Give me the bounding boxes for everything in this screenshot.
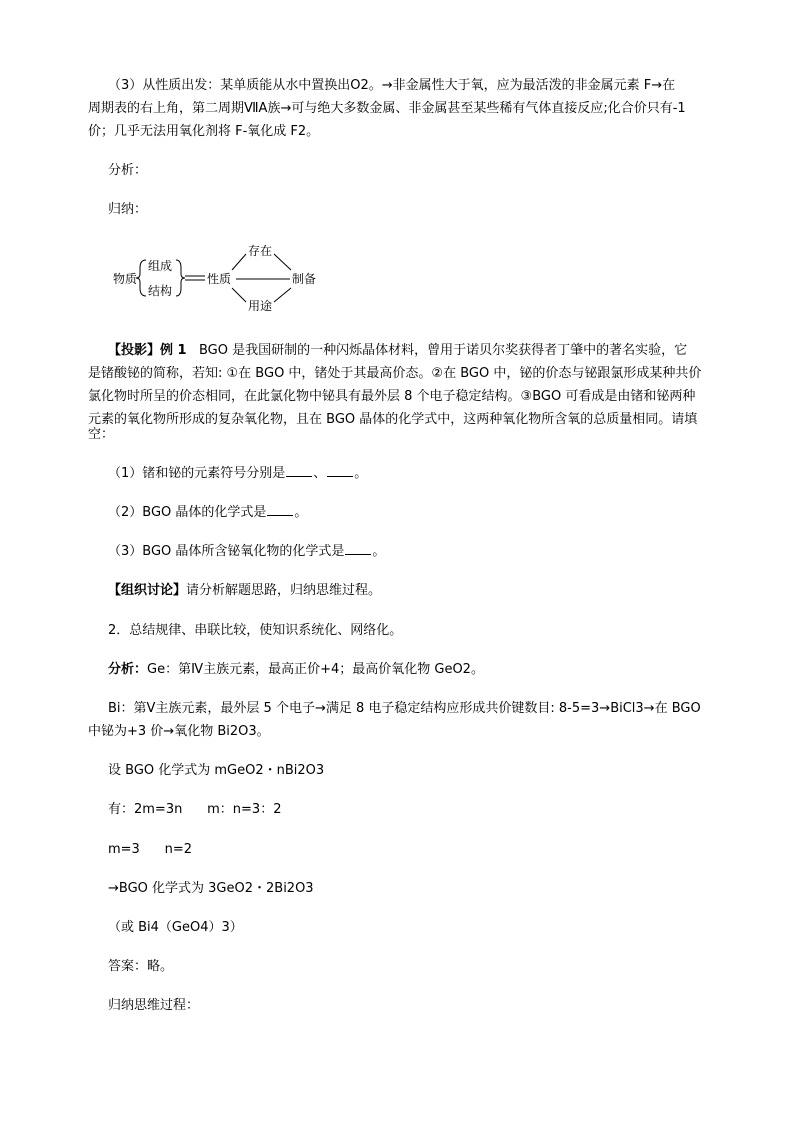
- discussion-tag: 【组织讨论】: [108, 583, 187, 598]
- example-text1: BGO 是我国研制的一种闪烁晶体材料，曾用于诺贝尔奖获得者丁肇中的著名实验，它: [198, 343, 688, 358]
- example-line2: 是锗酸铋的简称，若知: ①在 BGO 中，锗处于其最高价态。②在 BGO 中，铋的价态与铋跟氯形成某种共价: [88, 366, 702, 381]
- set-formula: 设 BGO 化学式为 mGeO2・nBi2O3: [108, 763, 325, 778]
- para3-line3: 价；几乎无法用氧化剂将 F-氧化成 F2。: [88, 124, 320, 139]
- question-3: （3）BGO 晶体所含铋氧化物的化学式是 。: [108, 544, 386, 559]
- answer-blank[interactable]: [267, 503, 293, 516]
- answer-blank[interactable]: [286, 464, 312, 477]
- question-1: （1）锗和铋的元素符号分别是 、 。: [108, 466, 368, 481]
- diagram-brace: [136, 260, 146, 296]
- diagram-zucheng: 组成: [148, 259, 173, 273]
- answer-blank[interactable]: [345, 542, 371, 555]
- discussion: [108, 581, 381, 601]
- summary-2: 归纳思维过程：: [108, 998, 200, 1013]
- bi-line2: 中铋为+3 价→氧化物 Bi2O3。: [88, 724, 270, 739]
- example-line4: 元素的氧化物所形成的复杂氧化物，且在 BGO 晶体的化学式中，这两种氧化物所含氧的总质量相同。请填: [88, 412, 698, 427]
- para3-line2: 周期表的右上角，第二周期ⅦA族→可与绝大多数金属、非金属甚至某些稀有气体直接反应;化合价只有-1: [88, 101, 686, 116]
- diagram-yongtu: 用途: [248, 299, 273, 313]
- para3-line1: （3）从性质出发：某单质能从水中置换出O2。→非金属性大于氧，应为最活泼的非金属元素 F→在: [108, 78, 676, 93]
- answer-blank[interactable]: [327, 464, 353, 477]
- summary-label: 归纳：: [108, 202, 148, 217]
- ratio-line: 有：2m=3n m：n=3：2: [108, 802, 282, 817]
- discussion-text: 请分析解题思路，归纳思维过程。: [186, 583, 382, 598]
- mn-values: m=3 n=2: [108, 842, 193, 857]
- concept-diagram: [108, 242, 328, 314]
- example-tag: 【投影】例 1: [108, 343, 187, 358]
- bgo-formula: →BGO 化学式为 3GeO2・2Bi2O3: [108, 881, 314, 896]
- analysis-label: 分析：: [108, 163, 148, 178]
- answer-line: 答案：略。: [108, 959, 174, 974]
- analysis-ge: [108, 660, 484, 680]
- example-line1: [108, 341, 687, 361]
- diagram-wuzhi: 物质: [113, 272, 138, 286]
- alt-formula: （或 Bi4（GeO4）3）: [108, 920, 243, 935]
- example-line3: 氯化物时所呈的价态相同，在此氯化物中铋具有最外层 8 个电子稳定结构。③BGO 可看成是由锗和铋两种: [88, 389, 696, 404]
- point-2: 2．总结规律、串联比较，使知识系统化、网络化。: [108, 623, 403, 638]
- diagram-xingzhi: 性质: [207, 272, 232, 286]
- diagram-jiegou: 结构: [148, 284, 173, 298]
- question-2: （2）BGO 晶体的化学式是 。: [108, 505, 308, 520]
- diagram-cunzai: 存在: [248, 244, 273, 258]
- bi-line1: Bi：第Ⅴ主族元素，最外层 5 个电子→满足 8 电子稳定结构应形成共价键数目: 8-5=3→BiCl3→在 BGO: [108, 701, 701, 716]
- analysis-text: Ge：第Ⅳ主族元素，最高正价+4；最高价氧化物 GeO2。: [147, 662, 484, 677]
- analysis-tag: 分析：: [108, 662, 148, 677]
- example-line5: 空：: [88, 427, 115, 442]
- diagram-zhibei: 制备: [292, 272, 317, 286]
- diagram-brace-right: [176, 260, 185, 296]
